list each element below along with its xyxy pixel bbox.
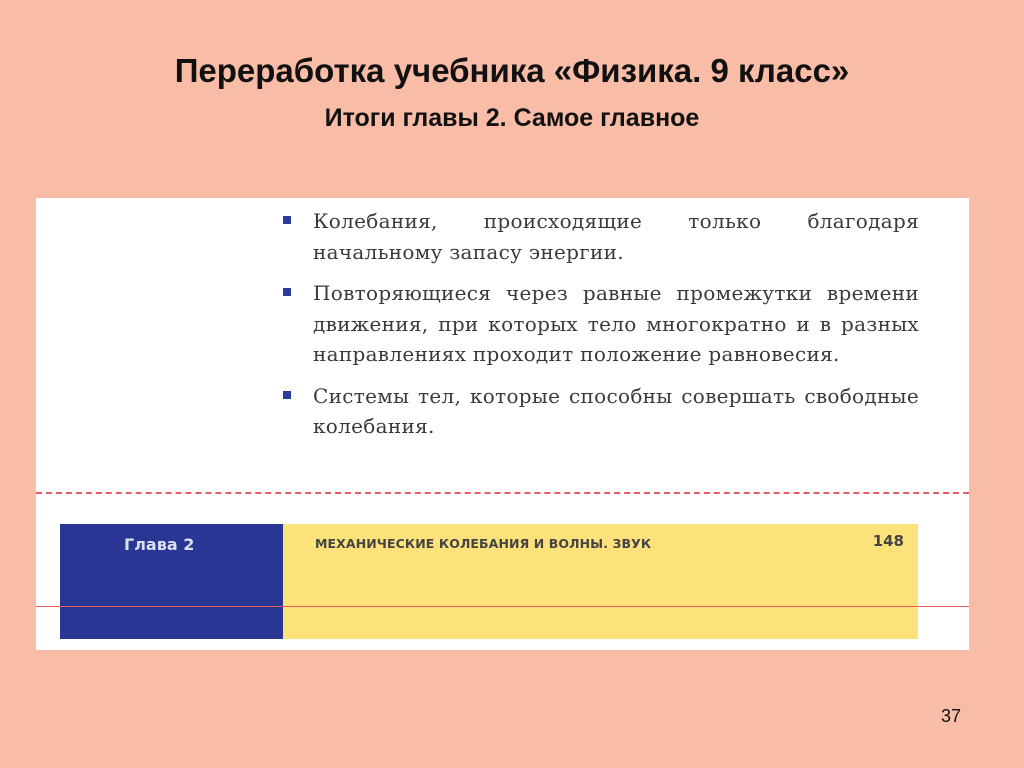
page-footer-bar [60, 524, 918, 639]
textbook-page-scan [36, 198, 969, 650]
square-bullet-icon [283, 216, 291, 224]
bullet-text: Системы тел, которые способны совершать свободные колебания. [313, 383, 919, 438]
list-item [279, 206, 919, 267]
list-item [279, 381, 919, 442]
book-page-number: 148 [872, 532, 904, 550]
page-cut-dashed-line [36, 492, 969, 494]
list-item [279, 278, 919, 370]
summary-bullet-list [279, 206, 919, 453]
chapter-label: Глава 2 [124, 535, 195, 554]
red-guide-line [36, 606, 969, 607]
bullet-text: Повторяющиеся через равные промежутки времени движения, при которых тело многократно и в разных направлениях проходит положение равновесия. [313, 281, 919, 366]
chapter-block [60, 524, 283, 639]
slide-subtitle: Итоги главы 2. Самое главное [324, 104, 700, 132]
bullet-text: Колебания, происходящие только благодаря начальному запасу энергии. [313, 209, 919, 264]
section-block [283, 524, 918, 639]
square-bullet-icon [283, 391, 291, 399]
slide-number: 37 [940, 706, 961, 726]
slide-title: Переработка учебника «Физика. 9 класс» [174, 52, 850, 89]
section-title: МЕХАНИЧЕСКИЕ КОЛЕБАНИЯ И ВОЛНЫ. ЗВУК [315, 536, 652, 551]
square-bullet-icon [283, 288, 291, 296]
